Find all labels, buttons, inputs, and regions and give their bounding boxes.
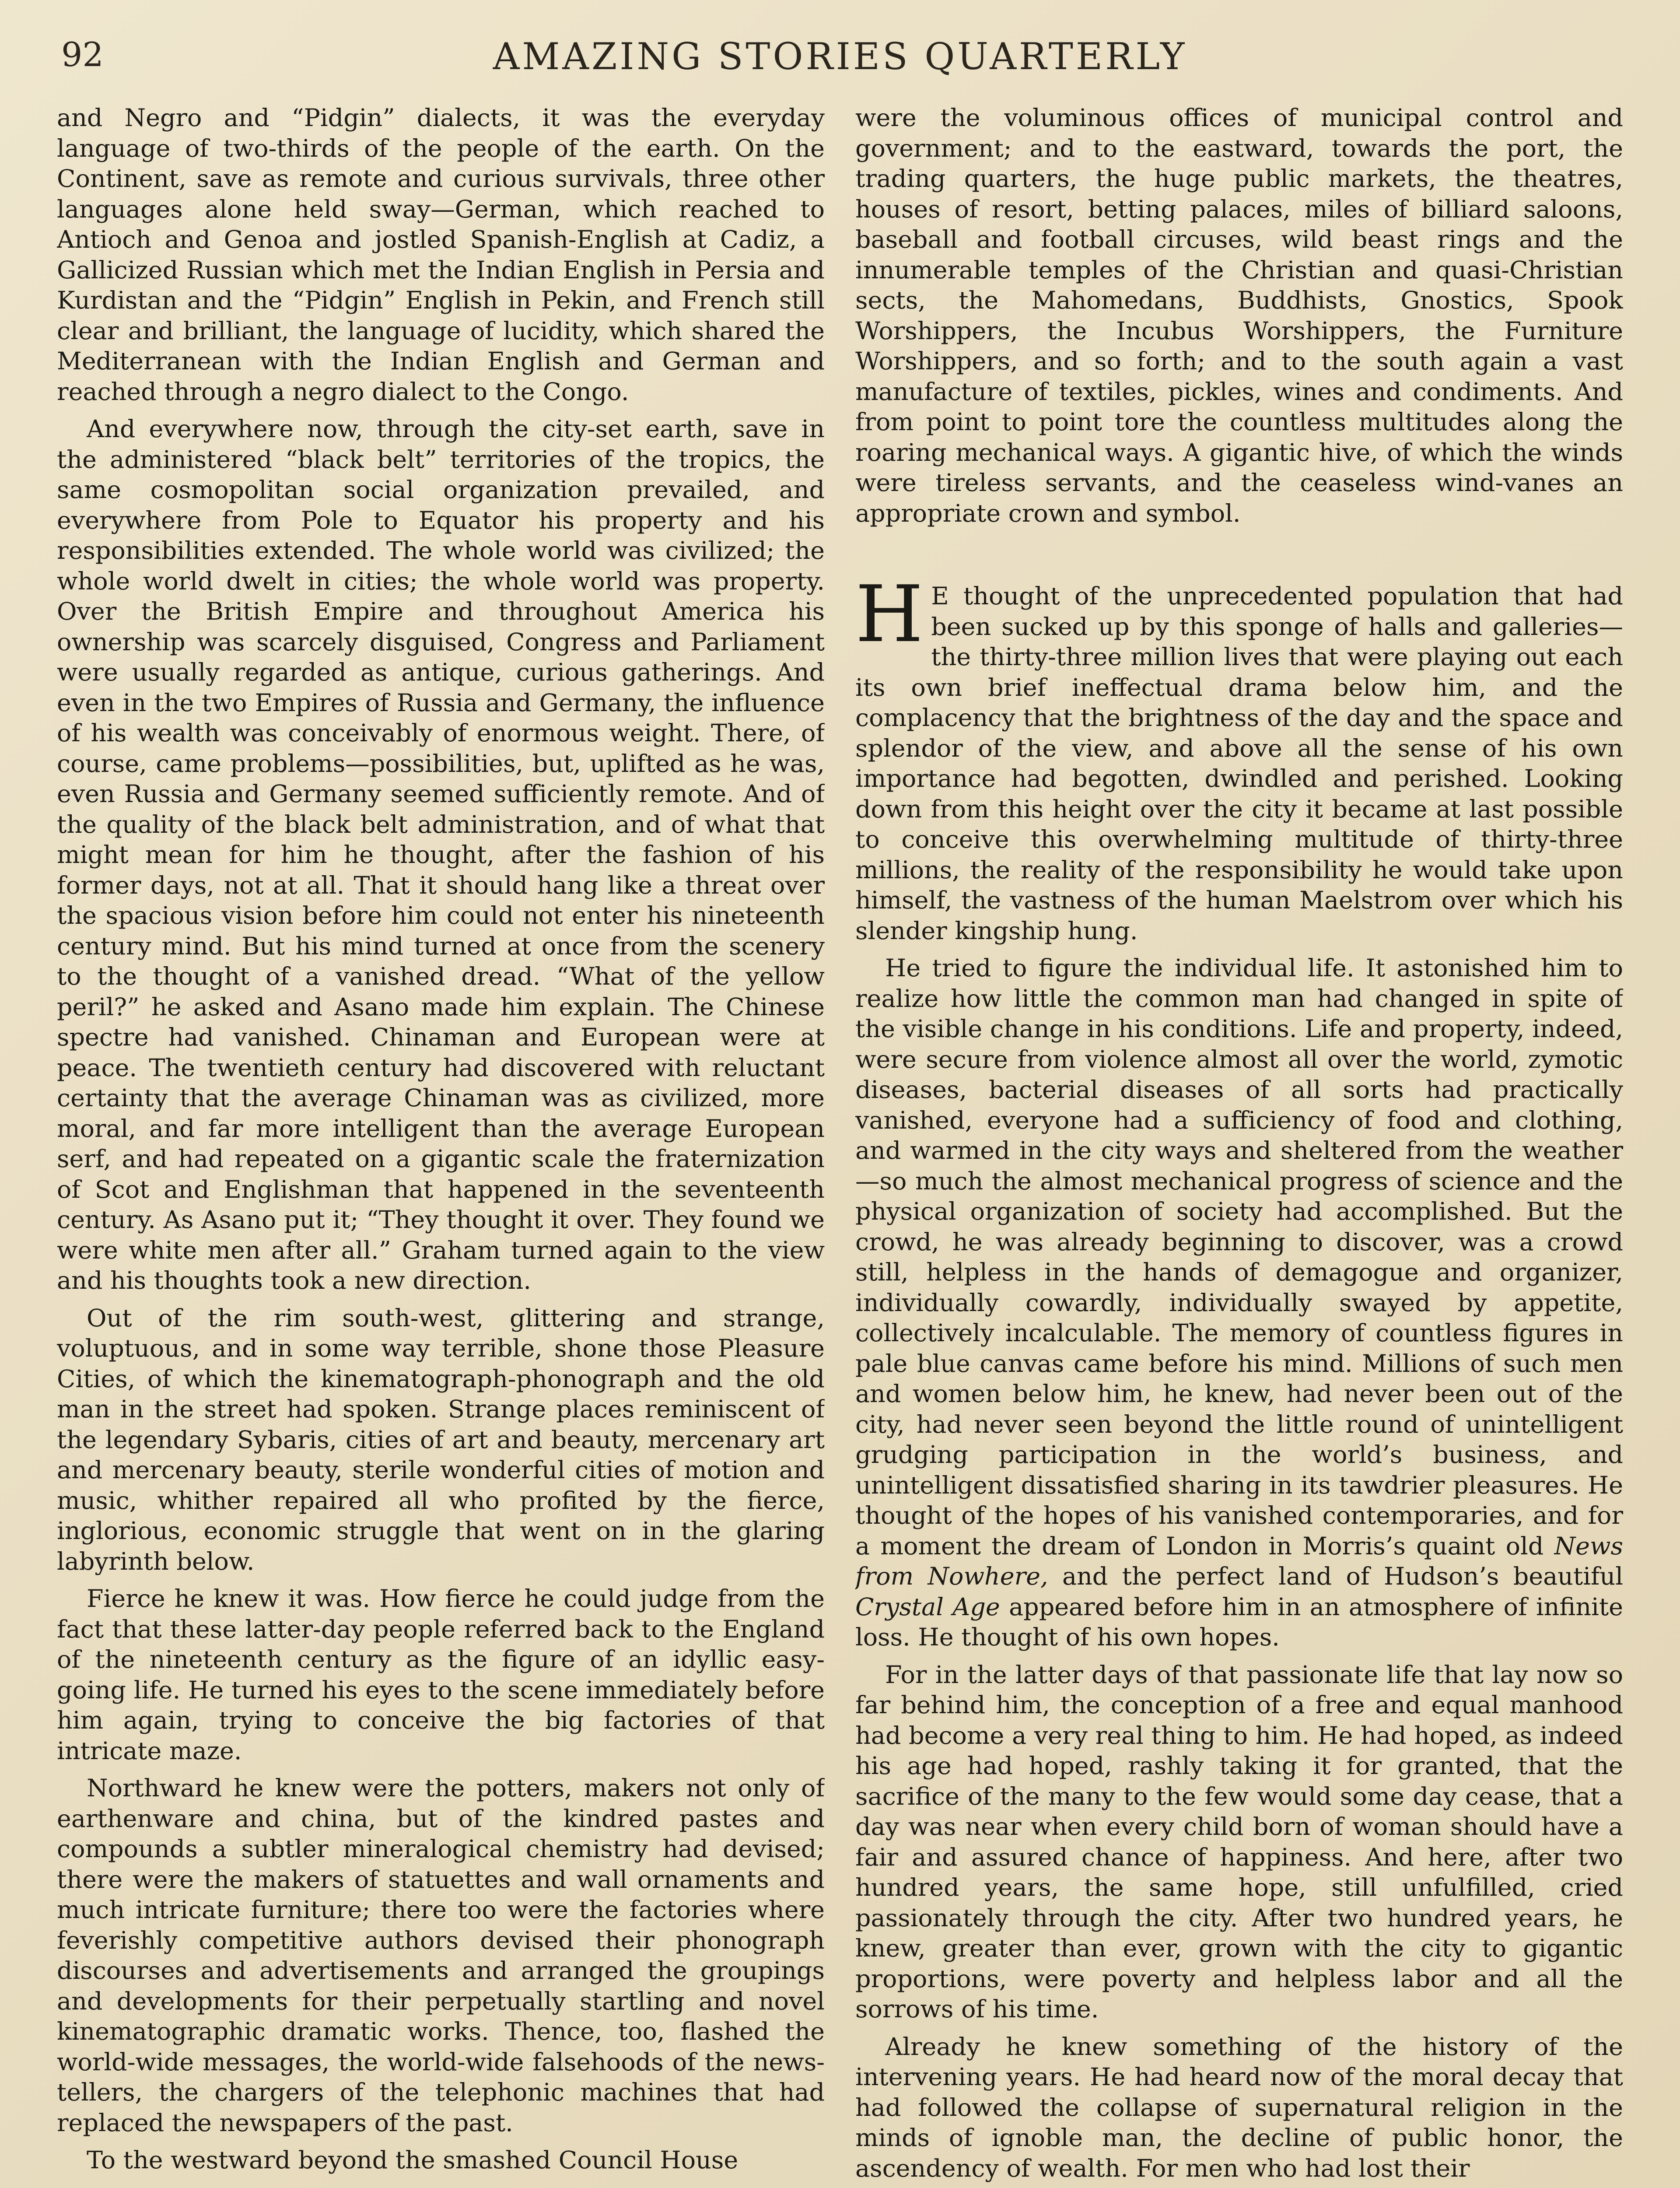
- paragraph-text: appeared before him in an atmosphere of infinite loss. He thought of his own hopes.: [855, 1592, 1623, 1652]
- left-column: [57, 103, 825, 2188]
- paragraph: And everywhere now, through the city-set earth, save in the administered “black belt” territories of the tropics, the same cosmopolitan social organization prevailed, and everywhere from Pole to Equator his property and his responsibilities extended. The whole world was civilized; the whole world dwelt in cities; the whole world was property. Over the British Empire and throughout America his ownership was scarcely disguised, Congress and Parliament were usually regarded as antique, curious gatherings. And even in the two Empires of Russia and Germany, the influence of his wealth was conceivably of enormous weight. There, of course, came problems—possibilities, but, uplifted as he was, even Russia and Germany seemed sufficiently remote. And of the quality of the black belt administration, and of what that might mean for him he thought, after the fashion of his former days, not at all. That it should hang like a threat over the spacious vision before him could not enter his nineteenth century mind. But his mind turned at once from the scenery to the thought of a vanished dread. “What of the yellow peril?” he asked and Asano made him explain. The Chinese spectre had vanished. Chinaman and European were at peace. The twentieth century had discovered with reluctant certainty that the average Chinaman was as civilized, more moral, and far more intelligent than the average European serf, and had repeated on a gigantic scale the fraternization of Scot and Englishman that happened in the seventeenth century. As Asano put it; “They thought it over. They found we were white men after all.” Graham turned again to the view and his thoughts took a new direction.: [57, 415, 825, 1295]
- book-title: Crystal Age: [855, 1592, 1000, 1621]
- paragraph-text: and the perfect land of Hudson’s beautiful: [1048, 1562, 1623, 1591]
- book-title: News from Nowhere,: [855, 1532, 1623, 1591]
- page-header: [61, 26, 1619, 83]
- section-opening-paragraph: [855, 569, 1623, 946]
- paragraph: Northward he knew were the potters, makers not only of earthenware and china, but of the kindred pastes and compounds a subtler mineralogical chemistry had devised; there were the makers of statuettes and wall ornaments and much intricate furniture; there too were the factories where feverishly competitive authors devised their phonograph discourses and advertisements and arranged the groupings and developments for their perpetually startling and novel kinematographic dramatic works. Thence, too, flashed the world-wide messages, the world-wide falsehoods of the news-tellers, the chargers of the telephonic machines that had replaced the newspapers of the past.: [57, 1774, 825, 2137]
- running-title: AMAZING STORIES QUARTERLY: [493, 35, 1187, 78]
- paragraph-text: He tried to figure the individual life. It astonished him to realize how little the common man had changed in spite of the visible change in his conditions. Life and property, indeed, were secure from violence almost all over the world, zymotic diseases, bacterial diseases of all sorts had practically vanished, everyone had a sufficiency of food and clothing, and warmed in the city ways and sheltered from the weather—so much the almost mechanical progress of science and the physical organization of society had accomplished. But the crowd, he was already beginning to discover, was a crowd still, helpless in the hands of demagogue and organizer, individually cowardly, individually swayed by appetite, collectively incalculable. The memory of countless figures in pale blue canvas came before his mind. Millions of such men and women below him, he knew, had never been out of the city, had never seen beyond the little round of unintelligent grudging participation in the world’s business, and unintelligent dissatisfied sharing in its tawdrier pleasures. He thought of the hopes of his vanished contemporaries, and for a moment the dream of London in Morris’s quaint old: [855, 954, 1623, 1560]
- paragraph: To the westward beyond the smashed Council House: [87, 2146, 738, 2174]
- paragraph: Already he knew something of the history of the intervening years. He had heard now of the moral decay that had followed the collapse of supernatural religion in the minds of ignoble man, the decline of public honor, the ascendency of wealth. For men who had lost their: [855, 2032, 1623, 2183]
- drop-cap: H: [855, 569, 924, 659]
- page-number: 92: [61, 35, 104, 74]
- paragraph: For in the latter days of that passionate life that lay now so far behind him, the conception of a free and equal manhood had become a very real thing to him. He had hoped, as indeed his age had hoped, rashly taking it for granted, that the sacrifice of the many to the few would some day cease, that a day was near when every child born of woman should have a fair and assured chance of happiness. And here, after two hundred years, the same hope, still unfulfilled, cried passionately through the city. After two hundred years, he knew, greater than ever, grown with the city to gigantic proportions, were poverty and helpless labor and all the sorrows of his time.: [855, 1660, 1623, 2023]
- paragraph: [855, 953, 1623, 1653]
- paragraph: and Negro and “Pidgin” dialects, it was the everyday language of two-thirds of the people of the earth. On the Continent, save as remote and curious survivals, three other languages alone held sway—German, which reached to Antioch and Genoa and jostled Spanish-English at Cadiz, a Gallicized Russian which met the Indian English in Persia and Kurdistan and the “Pidgin” English in Pekin, and French still clear and brilliant, the language of lucidity, which shared the Mediterranean with the Indian English and German and reached through a negro dialect to the Congo.: [57, 104, 825, 406]
- text-columns: [57, 103, 1623, 2188]
- paragraph: Out of the rim south-west, glittering and strange, voluptuous, and in some way terrible, shone those Pleasure Cities, of which the kinematograph-phonograph and the old man in the street had spoken. Strange places reminiscent of the legendary Sybaris, cities of art and beauty, mercenary art and mercenary beauty, sterile wonderful cities of motion and music, whither repaired all who profited by the fierce, inglorious, economic struggle that went on in the glaring labyrinth below.: [57, 1304, 825, 1576]
- paragraph-text: E thought of the unprecedented population that had been sucked up by this sponge of halls and galleries—the thirty-three million lives that were playing out each its own brief ineffectual drama below him, and the complacency that the brightness of the day and the space and splendor of the view, and above all the sense of his own importance had begotten, dwindled and perished. Looking down from this height over the city it became at last possible to conceive this overwhelming multitude of thirty-three millions, the reality of the responsibility he would take upon himself, the vastness of the human Maelstrom over which his slender kingship hung.: [855, 582, 1623, 945]
- right-column: [855, 103, 1623, 2188]
- paragraph: Fierce he knew it was. How fierce he could judge from the fact that these latter-day people referred back to the England of the nineteenth century as the figure of an idyllic easy-going life. He turned his eyes to the scene immediately before him again, trying to conceive the big factories of that intricate maze.: [57, 1585, 825, 1765]
- paragraph: were the voluminous offices of municipal control and government; and to the eastward, towards the port, the trading quarters, the huge public markets, the theatres, houses of resort, betting palaces, miles of billiard saloons, baseball and football circuses, wild beast rings and the innumerable temples of the Christian and quasi-Christian sects, the Mahomedans, Buddhists, Gnostics, Spook Worshippers, the Incubus Worshippers, the Furniture Worshippers, and so forth; and to the south again a vast manufacture of textiles, pickles, wines and condiments. And from point to point tore the countless multitudes along the roaring mechanical ways. A gigantic hive, of which the winds were tireless servants, and the ceaseless wind-vanes an appropriate crown and symbol.: [855, 104, 1623, 528]
